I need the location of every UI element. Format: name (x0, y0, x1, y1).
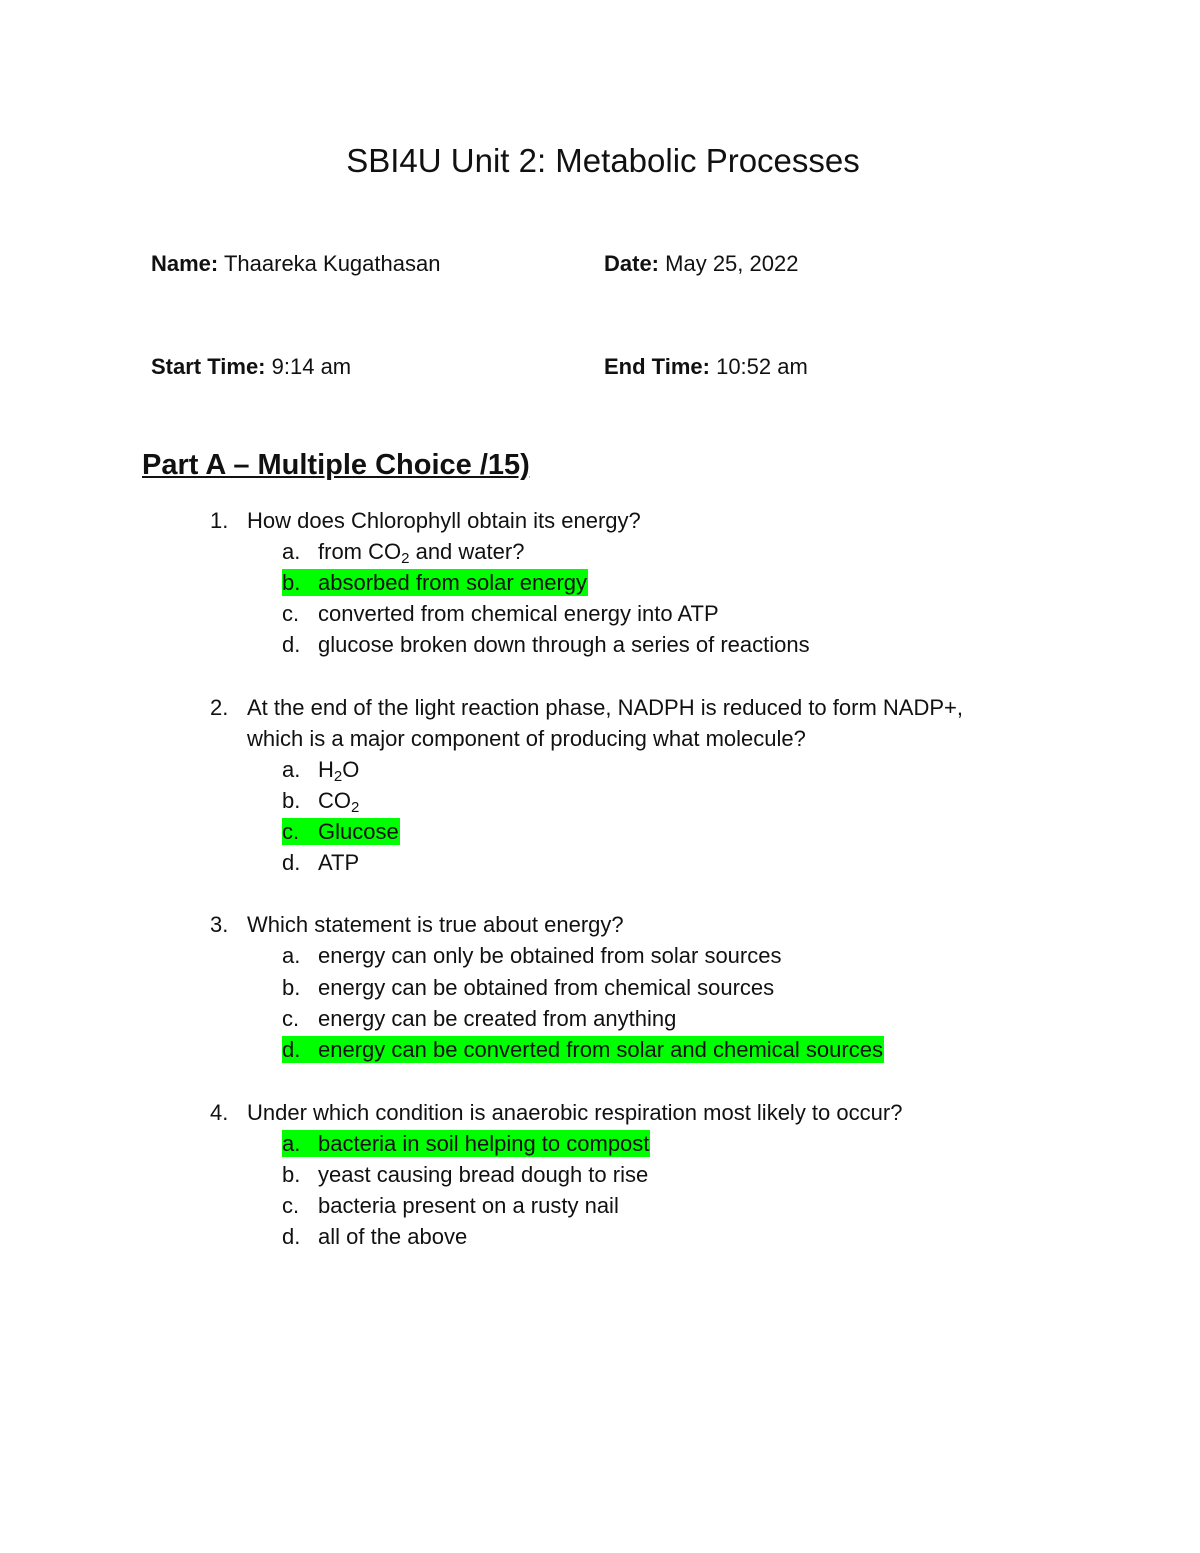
name-value: Thaareka Kugathasan (223, 251, 441, 276)
document-title: SBI4U Unit 2: Metabolic Processes (346, 142, 860, 179)
option-letter: c. (282, 601, 300, 626)
question-text: Under which condition is anaerobic respiration most likely to occur? (247, 1100, 903, 1125)
option-text: converted from chemical energy into ATP (318, 601, 719, 626)
option-text: energy can be converted from solar and chemical sources (318, 1037, 883, 1062)
start-time-value: 9:14 am (271, 354, 352, 379)
option-1a (282, 536, 525, 567)
option-letter: b. (282, 788, 301, 813)
name-label: Name: (151, 251, 219, 276)
option-2d (282, 847, 360, 878)
option-letter: a. (282, 943, 301, 968)
option-4c (282, 1190, 620, 1221)
option-text: $H_2O$ (318, 757, 360, 785)
option-text: ATP (318, 850, 360, 875)
end-time-label: End Time: (604, 354, 710, 379)
option-letter: b. (282, 975, 301, 1000)
option-letter: c. (282, 1193, 300, 1218)
option-2c-correct (282, 816, 400, 847)
option-text: bacteria present on a rusty nail (318, 1193, 619, 1218)
option-letter: d. (282, 1224, 301, 1249)
start-time-label: Start Time: (151, 354, 266, 379)
option-3a (282, 940, 782, 971)
question-number: 3. (210, 912, 229, 937)
option-text: energy can be obtained from chemical sources (318, 975, 775, 1000)
option-3d-correct (282, 1034, 884, 1065)
end-time-value: 10:52 am (716, 354, 808, 379)
option-2b (282, 785, 360, 816)
option-4a-correct (282, 1128, 650, 1159)
option-letter: c. (282, 1006, 300, 1031)
name-field (151, 250, 440, 278)
option-1c (282, 598, 720, 629)
option-letter: b. (282, 1162, 301, 1187)
option-3c (282, 1003, 677, 1034)
option-text: all of the above (318, 1224, 468, 1249)
question-number: 2. (210, 695, 229, 720)
start-time-field (151, 353, 351, 381)
end-time-field (604, 353, 808, 381)
option-2a (282, 754, 360, 785)
option-letter: a. (282, 757, 301, 782)
option-4b (282, 1159, 649, 1190)
option-text: energy can only be obtained from solar sources (318, 943, 782, 968)
option-text: glucose broken down through a series of reactions (318, 632, 810, 657)
option-letter: a. (282, 539, 301, 564)
question-text-line2: which is a major component of producing what molecule? (247, 726, 806, 751)
option-1b-correct (282, 567, 588, 598)
option-1d (282, 629, 811, 660)
option-letter: c. (282, 819, 300, 844)
option-letter: d. (282, 850, 301, 875)
question-text: How does Chlorophyll obtain its energy? (247, 508, 641, 533)
option-4d (282, 1221, 468, 1252)
option-text: absorbed from solar energy (318, 570, 588, 595)
option-text: from $CO_2$ and water? (318, 539, 525, 567)
option-letter: b. (282, 570, 301, 595)
date-label: Date: (604, 251, 660, 276)
question-number: 4. (210, 1100, 229, 1125)
date-value: May 25, 2022 (665, 251, 799, 276)
option-text: yeast causing bread dough to rise (318, 1162, 649, 1187)
option-text: Glucose (318, 819, 399, 844)
option-letter: d. (282, 1037, 301, 1062)
option-text: bacteria in soil helping to compost (318, 1131, 650, 1156)
option-text: $CO_2$ (318, 788, 360, 816)
option-3b (282, 972, 775, 1003)
question-number: 1. (210, 508, 229, 533)
option-letter: d. (282, 632, 301, 657)
date-field (604, 250, 798, 278)
question-text-line1: At the end of the light reaction phase, NADPH is reduced to form NADP+, (247, 695, 963, 720)
section-heading: Part A – Multiple Choice /15) (142, 449, 530, 481)
question-text: Which statement is true about energy? (247, 912, 624, 937)
option-letter: a. (282, 1131, 301, 1156)
option-text: energy can be created from anything (318, 1006, 677, 1031)
